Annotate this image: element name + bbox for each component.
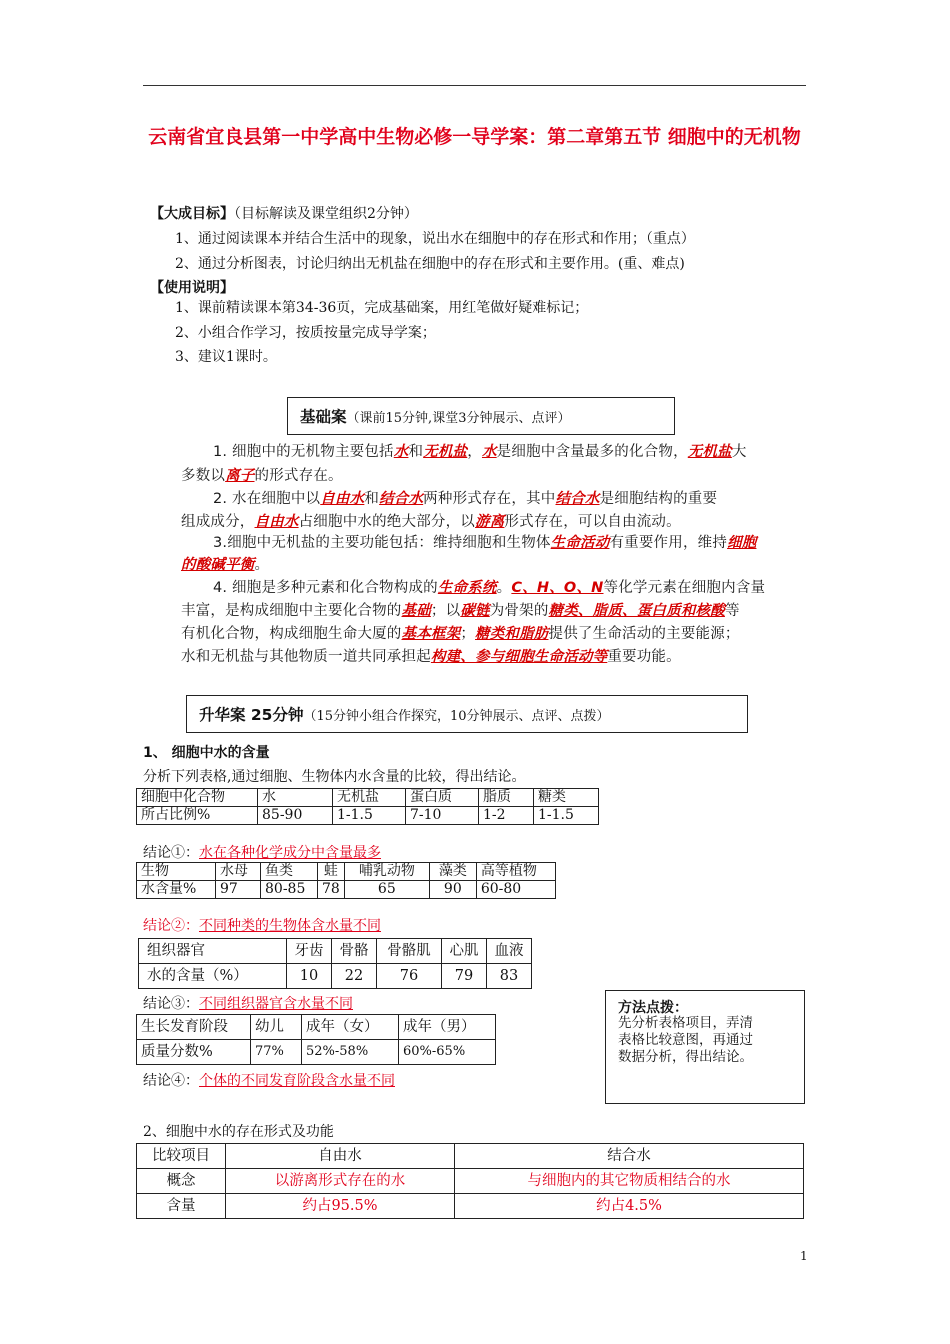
table-water-forms (136, 1143, 804, 1219)
page-number: 1 (800, 1249, 808, 1263)
basic-p4-line2: 丰富，是构成细胞中主要化合物的基础；以碳链为骨架的糖类、脂质、蛋白质和核酸等 (181, 603, 740, 619)
answer: 糖类、脂质、蛋白质和核酸 (548, 603, 725, 619)
basic-p4-line4: 水和无机盐与其他物质一道共同承担起构建、参与细胞生命活动等重要功能。 (181, 649, 681, 665)
basic-p3-line1: 3.细胞中无机盐的主要功能包括：维持细胞和生物体生命活动有重要作用，维持细胞 (213, 535, 757, 551)
answer: 自由水 (320, 491, 365, 507)
page-title: 云南省宜良县第一中学高中生物必修一导学案：第二章第五节 细胞中的无机物 (148, 126, 801, 148)
section2-heading: 2、细胞中水的存在形式及功能 (143, 1124, 334, 1140)
answer: 生命活动 (550, 535, 610, 551)
table-row: 生长发育阶段 幼儿 成年（女） 成年（男） (137, 1015, 496, 1040)
top-rule (143, 85, 806, 86)
tip-line: 数据分析，得出结论。 (618, 1049, 753, 1065)
basic-box-note: （课前15分钟,课堂3分钟展示、点评） (346, 411, 571, 426)
table-row: 质量分数% 77% 52%-58% 60%-65% (137, 1040, 496, 1065)
section1-heading: 1、 细胞中水的含量 (143, 745, 270, 761)
table-row: 比较项目 自由水 结合水 (137, 1144, 804, 1169)
goal-item-2: 2、通过分析图表，讨论归纳出无机盐在细胞中的存在形式和主要作用。(重、难点) (175, 256, 685, 272)
conclusion-1: 结论①：水在各种化学成分中含量最多 (143, 845, 381, 861)
table-row: 所占比例% 85-90 1-1.5 7-10 1-2 1-1.5 (137, 807, 599, 825)
conclusion-4: 结论④：个体的不同发育阶段含水量不同 (143, 1073, 395, 1089)
table-organism-water (136, 862, 556, 899)
table-compound-proportion (136, 788, 599, 825)
answer: 的酸碱平衡 (181, 557, 255, 573)
answer: 细胞 (727, 535, 757, 551)
answer: 无机盐 (687, 444, 732, 460)
answer: 生命系统 (437, 580, 497, 596)
method-tip-box (605, 990, 805, 1104)
answer: 无机盐 (423, 444, 468, 460)
tip-heading: 方法点拨： (618, 1000, 688, 1016)
usage-item-2: 2、小组合作学习，按质按量完成导学案； (175, 325, 436, 341)
answer: 结合水 (555, 491, 600, 507)
answer: 基础 (401, 603, 431, 619)
usage-item-3: 3、建议1课时。 (175, 349, 277, 365)
usage-heading: 【使用说明】 (150, 280, 234, 296)
table-row: 细胞中化合物 水 无机盐 蛋白质 脂质 糖类 (137, 789, 599, 807)
answer: 基本框架 (401, 626, 461, 642)
upgrade-box-title: 升华案 25分钟 (199, 706, 304, 724)
section1-intro: 分析下列表格,通过细胞、生物体内水含量的比较，得出结论。 (143, 769, 526, 785)
answer: 糖类和脂肪 (475, 626, 549, 642)
answer: C、H、O、N (511, 580, 604, 596)
table-row: 组织器官 牙齿 骨骼 骨骼肌 心肌 血液 (139, 939, 532, 964)
tip-line: 先分析表格项目，弄清 (618, 1015, 753, 1031)
basic-p4-line1: 4. 细胞是多种元素和化合物构成的生命系统。C、H、O、N等化学元素在细胞内含量 (213, 580, 766, 596)
tip-line: 表格比较意图，再通过 (618, 1032, 753, 1048)
table-growth-water (136, 1014, 496, 1065)
table-row: 概念 以游离形式存在的水 与细胞内的其它物质相结合的水 (137, 1169, 804, 1194)
basic-p1-line1: 1. 细胞中的无机物主要包括水和无机盐，水是细胞中含量最多的化合物，无机盐大 (213, 444, 747, 460)
table-row: 水的含量（%） 10 22 76 79 83 (139, 964, 532, 989)
goals-row (150, 203, 418, 223)
answer: 结合水 (379, 491, 424, 507)
upgrade-box (186, 695, 748, 733)
conclusion-3: 结论③：不同组织器官含水量不同 (143, 996, 353, 1012)
basic-p4-line3: 有机化合物，构成细胞生命大厦的基本框架；糖类和脂肪提供了生命活动的主要能源； (181, 626, 740, 642)
basic-box (287, 397, 675, 435)
basic-p3-line2: 的酸碱平衡。 (181, 557, 270, 573)
table-row: 含量 约占95.5% 约占4.5% (137, 1194, 804, 1219)
answer: 游离 (475, 514, 505, 530)
usage-item-1: 1、课前精读课本第34-36页，完成基础案，用红笔做好疑难标记； (175, 300, 589, 316)
basic-box-title: 基础案 (300, 408, 347, 426)
basic-p2-line1: 2. 水在细胞中以自由水和结合水两种形式存在，其中结合水是细胞结构的重要 (213, 491, 718, 507)
goals-note: （目标解读及课堂组织2分钟） (234, 206, 418, 222)
answer: 水 (393, 444, 409, 460)
table-row: 水含量% 97 80-85 78 65 90 60-80 (137, 881, 556, 899)
goals-heading: 【大成目标】 (150, 206, 234, 222)
table-organ-water (138, 938, 532, 989)
answer: 离子 (225, 468, 255, 484)
goal-item-1: 1、通过阅读课本并结合生活中的现象，说出水在细胞中的存在形式和作用；（重点） (175, 231, 695, 247)
answer: 构建、参与细胞生命活动等 (430, 649, 608, 665)
answer: 自由水 (254, 514, 299, 530)
conclusion-2: 结论②：不同种类的生物体含水量不同 (143, 918, 381, 934)
upgrade-box-note: （15分钟小组合作探究，10分钟展示、点评、点拨） (303, 709, 610, 724)
table-row: 生物 水母 鱼类 蛙 哺乳动物 藻类 高等植物 (137, 863, 556, 881)
basic-p2-line2: 组成成分，自由水占细胞中水的绝大部分，以游离形式存在，可以自由流动。 (181, 514, 681, 530)
basic-p1-line2: 多数以离子的形式存在。 (181, 468, 343, 484)
answer: 碳链 (460, 603, 490, 619)
answer: 水 (481, 444, 497, 460)
